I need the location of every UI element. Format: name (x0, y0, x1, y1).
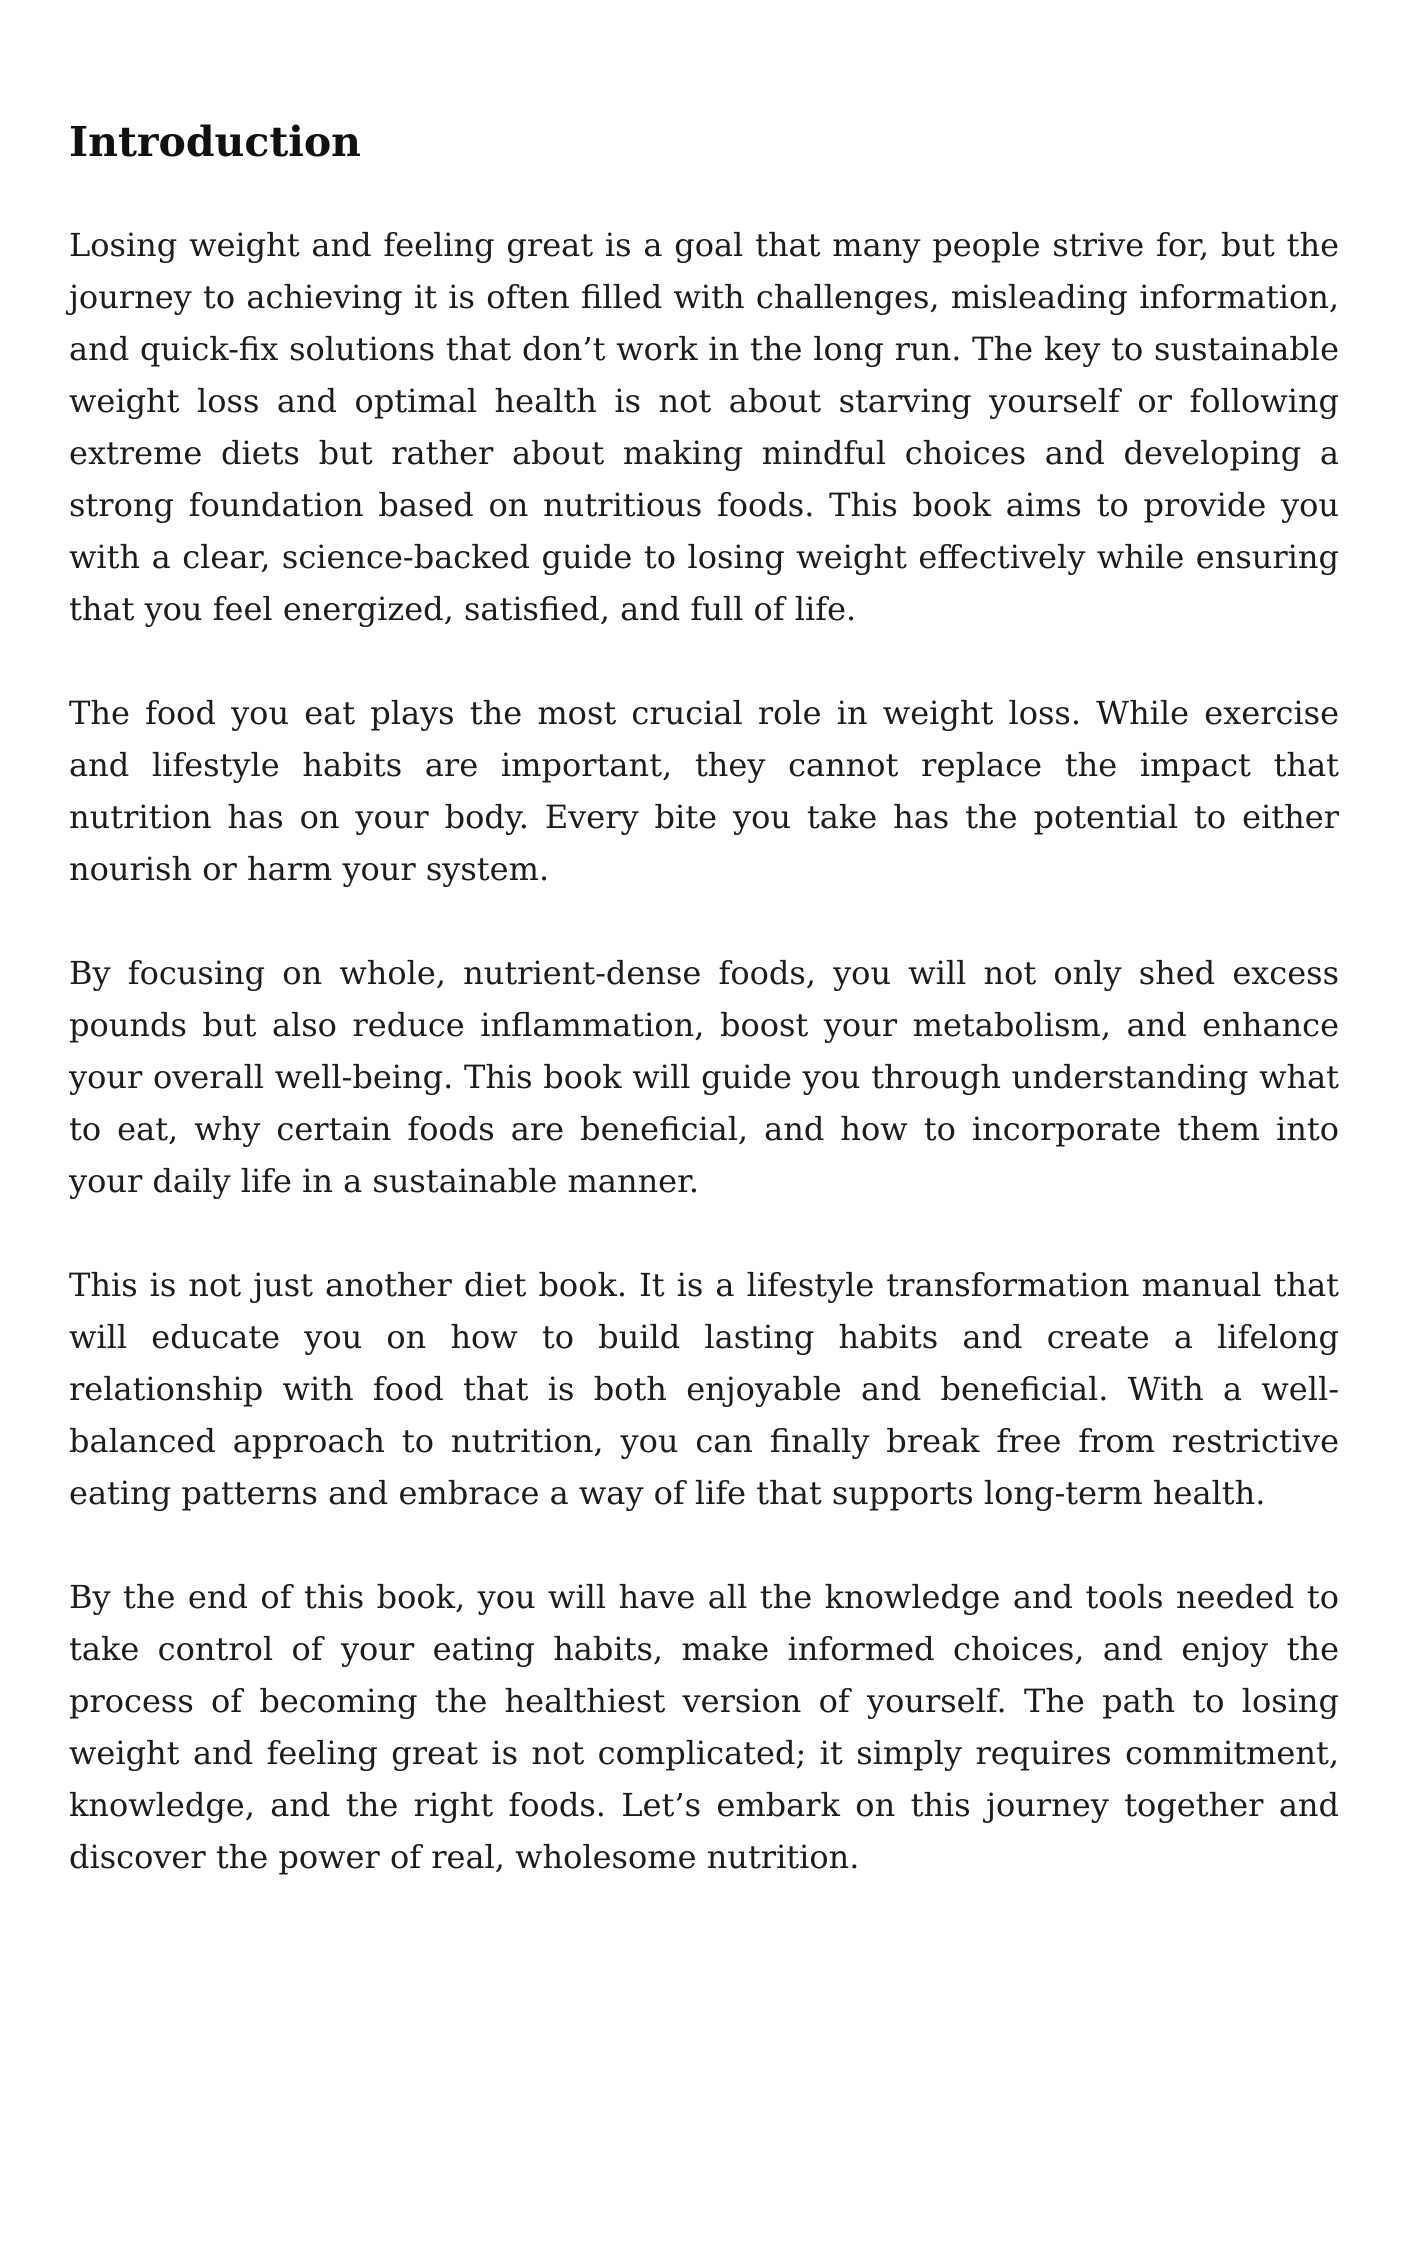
paragraph-4: This is not just another diet book. It is a lifestyle transformation manual that will educate you on how to build lasting habits and create a lifelong relationship with food that is both enjoyable and beneficial. With a well-balanced approach to nutrition, you can finally break free from restrictive eating patterns and embrace a way of life that supports long-term health. (69, 1266, 1339, 1513)
paragraph-1: Losing weight and feeling great is a goal that many people strive for, but the journey to achieving it is often filled with challenges, misleading information, and quick-fix solutions that don’t work in the long run. The key to sustainable weight loss and optimal health is not about starving yourself or following extreme diets but rather about making mindful choices and developing a strong foundation based on nutritious foods. This book aims to provide you with a clear, science-backed guide to losing weight effectively while ensuring that you feel energized, satisfied, and full of life. (69, 226, 1339, 629)
paragraph-5: By the end of this book, you will have all the knowledge and tools needed to take control of your eating habits, make informed choices, and enjoy the process of becoming the healthiest version of yourself. The path to losing weight and feeling great is not complicated; it simply requires commitment, knowledge, and the right foods. Let’s embark on this journey together and discover the power of real, wholesome nutrition. (69, 1578, 1339, 1877)
paragraph-3: By focusing on whole, nutrient-dense foods, you will not only shed excess pounds but also reduce inflammation, boost your metabolism, and enhance your overall well-being. This book will guide you through understanding what to eat, why certain foods are beneficial, and how to incorporate them into your daily life in a sustainable manner. (69, 954, 1339, 1201)
paragraph-2: The food you eat plays the most crucial role in weight loss. While exercise and lifestyle habits are important, they cannot replace the impact that nutrition has on your body. Every bite you take has the potential to either nourish or harm your system. (69, 694, 1339, 889)
document-page (69, 118, 1339, 1883)
page-title: Introduction (69, 118, 361, 166)
